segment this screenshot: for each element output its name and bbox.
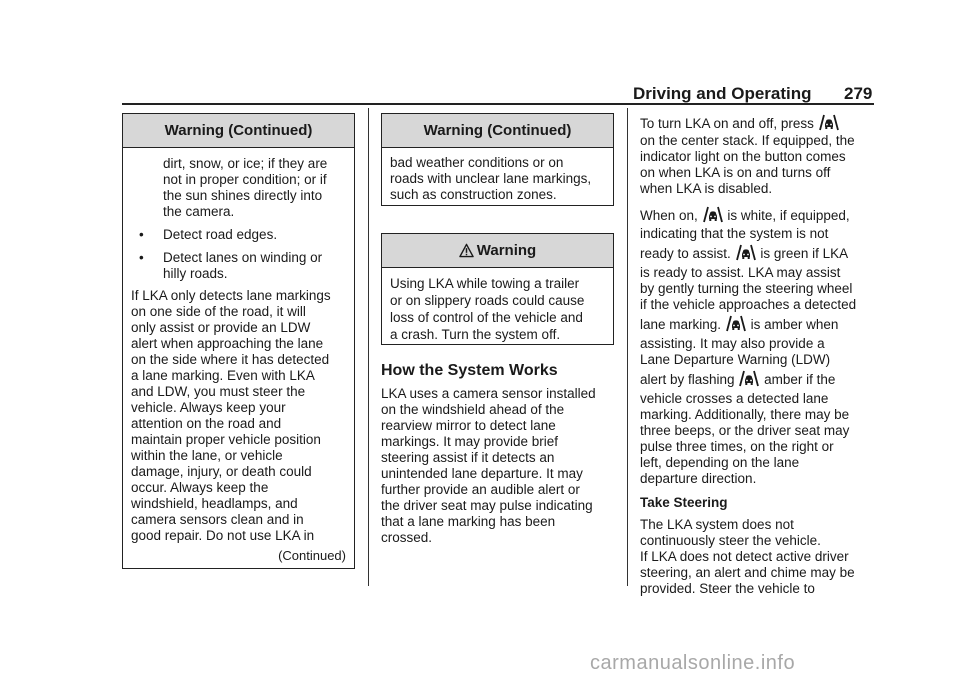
warning-box-title: Warning (Continued) — [382, 114, 613, 148]
text-line: only assist or provide an LDW — [131, 320, 311, 335]
text-line: assisting. It may also provide a — [640, 336, 825, 351]
warning-box-title — [382, 234, 613, 268]
text-fragment: is green if LKA — [760, 246, 849, 261]
text-line: attention on the road and — [131, 416, 282, 431]
text-line — [640, 112, 880, 133]
lane-keep-assist-icon — [818, 112, 840, 131]
text-line: steering assist if it detects an — [381, 450, 555, 465]
text-line: Detect lanes on winding or — [163, 250, 323, 265]
text-fragment: is white, if equipped, — [727, 208, 850, 223]
text-line: occur. Always keep the — [131, 480, 269, 495]
warning-continued-text — [131, 156, 346, 220]
text-fragment: is amber when — [750, 317, 839, 332]
text-line: steering, an alert and chime may be — [640, 565, 855, 580]
text-line: the camera. — [163, 204, 235, 219]
column-divider-left — [368, 108, 369, 586]
text-line: is ready to assist. LKA may assist — [640, 265, 841, 280]
text-line — [640, 368, 880, 391]
text-line: on the side where it has detected — [131, 352, 330, 367]
text-line: The LKA system does not — [640, 517, 794, 532]
column-divider-right — [627, 108, 628, 586]
text-line: indicator light on the button comes — [640, 149, 846, 164]
text-line: Detect road edges. — [163, 227, 278, 242]
text-line: or on slippery roads could cause — [390, 293, 585, 308]
text-line: a lane marking. Even with LKA — [131, 368, 315, 383]
how-system-works-heading: How the System Works — [381, 362, 558, 379]
bullet-item — [131, 227, 346, 243]
text-line: vehicle. Always keep your — [131, 400, 286, 415]
warning-box-body — [382, 268, 613, 343]
warning-triangle-icon — [459, 243, 474, 258]
text-fragment: When on, — [640, 208, 698, 223]
header-rule — [122, 103, 874, 105]
text-line: LKA uses a camera sensor installed — [381, 386, 596, 401]
text-line: camera sensors clean and in — [131, 512, 304, 527]
text-line: bad weather conditions or on — [390, 155, 564, 170]
text-line: markings. It may provide brief — [381, 434, 559, 449]
bullet-marker: • — [139, 227, 144, 242]
lane-keep-assist-icon — [702, 204, 724, 223]
text-line: the driver seat may pulse indicating — [381, 498, 593, 513]
warning-box-title: Warning (Continued) — [123, 114, 354, 148]
warning-label: Warning — [476, 242, 537, 259]
text-line: windshield, headlamps, and — [131, 496, 298, 511]
text-line: if the vehicle approaches a detected — [640, 297, 857, 312]
warning-box-body — [382, 148, 613, 203]
text-line: departure direction. — [640, 471, 757, 486]
warning-box-body — [123, 148, 354, 564]
text-line: not in proper condition; or if — [163, 172, 327, 187]
text-fragment: alert by flashing — [640, 372, 735, 387]
text-line: such as construction zones. — [390, 187, 557, 202]
text-line: Lane Departure Warning (LDW) — [640, 352, 831, 367]
text-line: continuously steer the vehicle. — [640, 533, 821, 548]
text-line: within the lane, or vehicle — [131, 448, 283, 463]
watermark: carmanualsonline.info — [590, 652, 796, 674]
take-steering-heading: Take Steering — [640, 495, 728, 510]
text-line: vehicle crosses a detected lane — [640, 391, 829, 406]
text-line: rearview mirror to detect lane — [381, 418, 556, 433]
text-line: alert when approaching the lane — [131, 336, 324, 351]
lane-keep-assist-icon — [735, 242, 757, 261]
how-system-works-text — [381, 386, 621, 546]
warning-continued-box — [122, 113, 355, 569]
text-line: provided. Steer the vehicle to — [640, 581, 815, 596]
text-line: on the center stack. If equipped, the — [640, 133, 855, 148]
text-line: when LKA is disabled. — [640, 181, 773, 196]
text-line: dirt, snow, or ice; if they are — [163, 156, 328, 171]
text-fragment: To turn LKA on and off, press — [640, 116, 814, 131]
lka-operation-text — [640, 112, 880, 597]
warning-box — [381, 233, 614, 345]
text-line: on one side of the road, it will — [131, 304, 306, 319]
bullet-item — [131, 250, 346, 282]
lane-keep-assist-icon — [738, 368, 760, 387]
text-line: and LDW, you must steer the — [131, 384, 306, 399]
text-line: damage, injury, or death could — [131, 464, 312, 479]
warning-continued-box-2 — [381, 113, 614, 206]
text-line: on the windshield ahead of the — [381, 402, 565, 417]
text-line — [640, 313, 880, 336]
lane-keep-assist-icon — [725, 313, 747, 332]
text-line: maintain proper vehicle position — [131, 432, 321, 447]
text-line: If LKA only detects lane markings — [131, 288, 331, 303]
text-line: three beeps, or the driver seat may — [640, 423, 850, 438]
text-line: that a lane marking has been — [381, 514, 556, 529]
text-line: crossed. — [381, 530, 433, 545]
bullet-marker: • — [139, 250, 144, 265]
text-line: Using LKA while towing a trailer — [390, 276, 580, 291]
text-line: marking. Additionally, there may be — [640, 407, 850, 422]
text-line: unintended lane departure. It may — [381, 466, 583, 481]
text-fragment: lane marking. — [640, 317, 722, 332]
text-line: indicating that the system is not — [640, 226, 829, 241]
section-title: Driving and Operating — [633, 84, 812, 103]
text-line: If LKA does not detect active driver — [640, 549, 849, 564]
text-line: roads with unclear lane markings, — [390, 171, 592, 186]
text-line: on when LKA is on and turns off — [640, 165, 831, 180]
text-line: the sun shines directly into — [163, 188, 323, 203]
text-line — [640, 242, 880, 265]
text-line: further provide an audible alert or — [381, 482, 580, 497]
text-fragment: ready to assist. — [640, 246, 731, 261]
text-fragment: amber if the — [764, 372, 836, 387]
continued-label: (Continued) — [278, 548, 346, 563]
text-line: by gently turning the steering wheel — [640, 281, 853, 296]
warning-paragraph — [131, 288, 346, 544]
text-line: a crash. Turn the system off. — [390, 327, 561, 342]
take-steering-text — [640, 517, 880, 597]
text-line: left, depending on the lane — [640, 455, 800, 470]
text-line: loss of control of the vehicle and — [390, 310, 583, 325]
text-line — [640, 204, 880, 226]
page-number: 279 — [844, 84, 873, 103]
text-line: good repair. Do not use LKA in — [131, 528, 315, 543]
text-line: pulse three times, on the right or — [640, 439, 834, 454]
text-line: hilly roads. — [163, 266, 228, 281]
